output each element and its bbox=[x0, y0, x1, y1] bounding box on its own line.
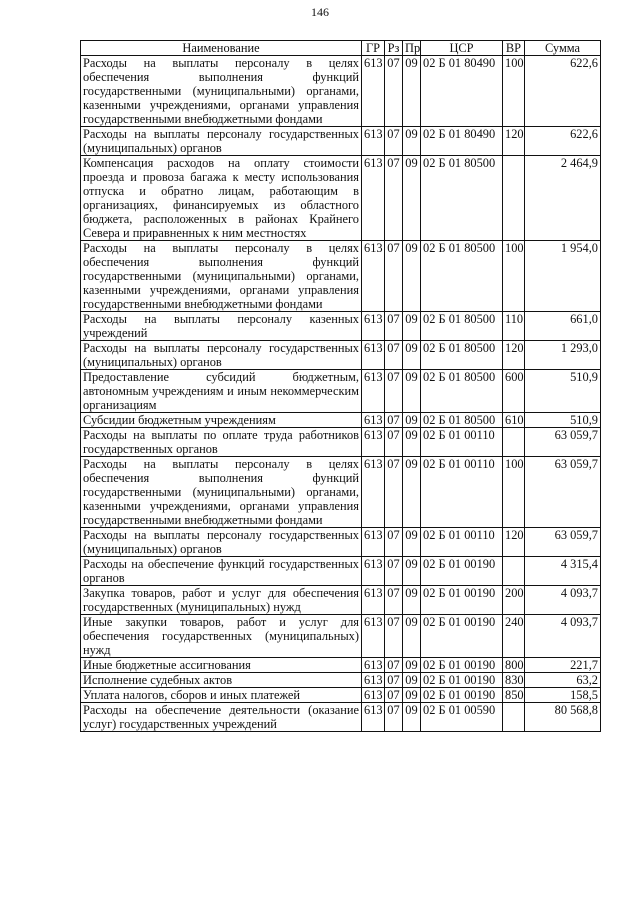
row-vr: 100 bbox=[503, 56, 525, 127]
row-pr: 09 bbox=[403, 341, 421, 370]
row-pr: 09 bbox=[403, 673, 421, 688]
table-row bbox=[81, 56, 601, 127]
row-csr: 02 Б 01 80500 bbox=[421, 241, 503, 312]
row-gr: 613 bbox=[362, 127, 385, 156]
row-vr: 800 bbox=[503, 658, 525, 673]
row-pr: 09 bbox=[403, 413, 421, 428]
row-rz: 07 bbox=[385, 557, 403, 586]
row-sum: 80 568,8 bbox=[525, 703, 601, 732]
row-gr: 613 bbox=[362, 673, 385, 688]
row-rz: 07 bbox=[385, 703, 403, 732]
row-rz: 07 bbox=[385, 457, 403, 528]
row-name: Расходы на выплаты персоналу государственных (муниципальных) органов bbox=[81, 341, 362, 370]
header-rz: Рз bbox=[385, 41, 403, 56]
table-row bbox=[81, 312, 601, 341]
row-gr: 613 bbox=[362, 241, 385, 312]
row-vr: 240 bbox=[503, 615, 525, 658]
row-pr: 09 bbox=[403, 658, 421, 673]
row-pr: 09 bbox=[403, 688, 421, 703]
header-vr: ВР bbox=[503, 41, 525, 56]
row-pr: 09 bbox=[403, 615, 421, 658]
row-rz: 07 bbox=[385, 56, 403, 127]
row-csr: 02 Б 01 00590 bbox=[421, 703, 503, 732]
row-csr: 02 Б 01 80500 bbox=[421, 370, 503, 413]
table-row bbox=[81, 528, 601, 557]
row-pr: 09 bbox=[403, 241, 421, 312]
row-name: Исполнение судебных актов bbox=[81, 673, 362, 688]
row-csr: 02 Б 01 00190 bbox=[421, 658, 503, 673]
row-rz: 07 bbox=[385, 370, 403, 413]
row-name: Расходы на выплаты персоналу в целях обеспечения выполнения функций государственными (муниципальными) органами, казенными учреждениями, органами управления государственными внебюджетными фондами bbox=[81, 457, 362, 528]
row-pr: 09 bbox=[403, 457, 421, 528]
row-rz: 07 bbox=[385, 658, 403, 673]
row-rz: 07 bbox=[385, 688, 403, 703]
row-gr: 613 bbox=[362, 528, 385, 557]
row-name: Субсидии бюджетным учреждениям bbox=[81, 413, 362, 428]
table-row bbox=[81, 586, 601, 615]
row-sum: 63 059,7 bbox=[525, 457, 601, 528]
header-sum: Сумма bbox=[525, 41, 601, 56]
table-row bbox=[81, 703, 601, 732]
row-gr: 613 bbox=[362, 413, 385, 428]
row-gr: 613 bbox=[362, 688, 385, 703]
row-gr: 613 bbox=[362, 615, 385, 658]
row-csr: 02 Б 01 80500 bbox=[421, 156, 503, 241]
row-name: Расходы на обеспечение деятельности (оказание услуг) государственных учреждений bbox=[81, 703, 362, 732]
row-vr: 100 bbox=[503, 457, 525, 528]
row-name: Предоставление субсидий бюджетным, автономным учреждениям и иным некоммерческим организациям bbox=[81, 370, 362, 413]
table-row bbox=[81, 156, 601, 241]
row-pr: 09 bbox=[403, 312, 421, 341]
row-name: Расходы на выплаты персоналу в целях обеспечения выполнения функций государственными (муниципальными) органами, казенными учреждениями, органами управления государственными внебюджетными фондами bbox=[81, 56, 362, 127]
row-vr: 120 bbox=[503, 341, 525, 370]
header-name: Наименование bbox=[81, 41, 362, 56]
table-row bbox=[81, 341, 601, 370]
row-sum: 622,6 bbox=[525, 56, 601, 127]
row-gr: 613 bbox=[362, 557, 385, 586]
row-gr: 613 bbox=[362, 703, 385, 732]
row-gr: 613 bbox=[362, 312, 385, 341]
row-sum: 158,5 bbox=[525, 688, 601, 703]
row-csr: 02 Б 01 00110 bbox=[421, 428, 503, 457]
row-vr bbox=[503, 156, 525, 241]
row-vr: 600 bbox=[503, 370, 525, 413]
row-csr: 02 Б 01 80490 bbox=[421, 56, 503, 127]
row-sum: 4 093,7 bbox=[525, 586, 601, 615]
row-csr: 02 Б 01 00110 bbox=[421, 528, 503, 557]
row-rz: 07 bbox=[385, 586, 403, 615]
row-name: Компенсация расходов на оплату стоимости проезда и провоза багажа к месту использования отпуска и обратно лицам, работающим в организациях, финансируемых из областного бюджета, расположенных в районах Крайнего Севера и приравненных к ним местностях bbox=[81, 156, 362, 241]
row-rz: 07 bbox=[385, 156, 403, 241]
row-csr: 02 Б 01 00190 bbox=[421, 557, 503, 586]
row-gr: 613 bbox=[362, 370, 385, 413]
row-sum: 510,9 bbox=[525, 413, 601, 428]
row-name: Расходы на выплаты по оплате труда работников государственных органов bbox=[81, 428, 362, 457]
row-sum: 2 464,9 bbox=[525, 156, 601, 241]
budget-table bbox=[80, 40, 601, 732]
row-name: Расходы на выплаты персоналу казенных учреждений bbox=[81, 312, 362, 341]
row-pr: 09 bbox=[403, 557, 421, 586]
row-sum: 221,7 bbox=[525, 658, 601, 673]
row-pr: 09 bbox=[403, 703, 421, 732]
row-rz: 07 bbox=[385, 312, 403, 341]
row-rz: 07 bbox=[385, 428, 403, 457]
row-pr: 09 bbox=[403, 127, 421, 156]
row-rz: 07 bbox=[385, 528, 403, 557]
row-csr: 02 Б 01 80500 bbox=[421, 341, 503, 370]
row-sum: 4 093,7 bbox=[525, 615, 601, 658]
table-row bbox=[81, 557, 601, 586]
row-csr: 02 Б 01 00190 bbox=[421, 615, 503, 658]
row-name: Расходы на обеспечение функций государственных органов bbox=[81, 557, 362, 586]
row-name: Расходы на выплаты персоналу в целях обеспечения выполнения функций государственными (муниципальными) органами, казенными учреждениями, органами управления государственными внебюджетными фондами bbox=[81, 241, 362, 312]
row-sum: 1 954,0 bbox=[525, 241, 601, 312]
row-vr: 200 bbox=[503, 586, 525, 615]
row-vr bbox=[503, 557, 525, 586]
row-sum: 63 059,7 bbox=[525, 528, 601, 557]
page-number: 146 bbox=[311, 5, 329, 19]
row-name: Закупка товаров, работ и услуг для обеспечения государственных (муниципальных) нужд bbox=[81, 586, 362, 615]
table-body bbox=[81, 56, 601, 732]
row-vr: 120 bbox=[503, 528, 525, 557]
row-csr: 02 Б 01 00110 bbox=[421, 457, 503, 528]
table-row bbox=[81, 688, 601, 703]
table-row bbox=[81, 127, 601, 156]
row-rz: 07 bbox=[385, 673, 403, 688]
row-pr: 09 bbox=[403, 586, 421, 615]
table-row bbox=[81, 370, 601, 413]
row-name: Иные бюджетные ассигнования bbox=[81, 658, 362, 673]
row-sum: 622,6 bbox=[525, 127, 601, 156]
row-vr bbox=[503, 428, 525, 457]
row-rz: 07 bbox=[385, 615, 403, 658]
row-vr: 830 bbox=[503, 673, 525, 688]
table-row bbox=[81, 457, 601, 528]
row-csr: 02 Б 01 00190 bbox=[421, 673, 503, 688]
header-gr: ГР bbox=[362, 41, 385, 56]
row-csr: 02 Б 01 00190 bbox=[421, 586, 503, 615]
row-sum: 4 315,4 bbox=[525, 557, 601, 586]
row-rz: 07 bbox=[385, 341, 403, 370]
row-sum: 1 293,0 bbox=[525, 341, 601, 370]
row-csr: 02 Б 01 80500 bbox=[421, 413, 503, 428]
row-gr: 613 bbox=[362, 457, 385, 528]
row-vr: 110 bbox=[503, 312, 525, 341]
row-gr: 613 bbox=[362, 341, 385, 370]
row-gr: 613 bbox=[362, 56, 385, 127]
row-rz: 07 bbox=[385, 413, 403, 428]
row-csr: 02 Б 01 80490 bbox=[421, 127, 503, 156]
row-vr: 610 bbox=[503, 413, 525, 428]
row-rz: 07 bbox=[385, 127, 403, 156]
table-row bbox=[81, 673, 601, 688]
row-vr: 850 bbox=[503, 688, 525, 703]
row-gr: 613 bbox=[362, 428, 385, 457]
row-sum: 510,9 bbox=[525, 370, 601, 413]
row-rz: 07 bbox=[385, 241, 403, 312]
row-pr: 09 bbox=[403, 528, 421, 557]
row-csr: 02 Б 01 80500 bbox=[421, 312, 503, 341]
row-vr: 120 bbox=[503, 127, 525, 156]
row-vr: 100 bbox=[503, 241, 525, 312]
table-row bbox=[81, 428, 601, 457]
table-row bbox=[81, 615, 601, 658]
row-gr: 613 bbox=[362, 658, 385, 673]
row-csr: 02 Б 01 00190 bbox=[421, 688, 503, 703]
row-name: Расходы на выплаты персоналу государственных (муниципальных) органов bbox=[81, 528, 362, 557]
row-name: Расходы на выплаты персоналу государственных (муниципальных) органов bbox=[81, 127, 362, 156]
table-row bbox=[81, 658, 601, 673]
row-gr: 613 bbox=[362, 586, 385, 615]
header-csr: ЦСР bbox=[421, 41, 503, 56]
row-vr bbox=[503, 703, 525, 732]
row-gr: 613 bbox=[362, 156, 385, 241]
row-pr: 09 bbox=[403, 156, 421, 241]
row-pr: 09 bbox=[403, 56, 421, 127]
table-row bbox=[81, 241, 601, 312]
row-pr: 09 bbox=[403, 428, 421, 457]
row-sum: 63 059,7 bbox=[525, 428, 601, 457]
row-pr: 09 bbox=[403, 370, 421, 413]
table-row bbox=[81, 413, 601, 428]
row-sum: 661,0 bbox=[525, 312, 601, 341]
row-name: Иные закупки товаров, работ и услуг для обеспечения государственных (муниципальных) нужд bbox=[81, 615, 362, 658]
table-header-row bbox=[81, 41, 601, 56]
row-sum: 63,2 bbox=[525, 673, 601, 688]
row-name: Уплата налогов, сборов и иных платежей bbox=[81, 688, 362, 703]
header-pr: Пр bbox=[403, 41, 421, 56]
